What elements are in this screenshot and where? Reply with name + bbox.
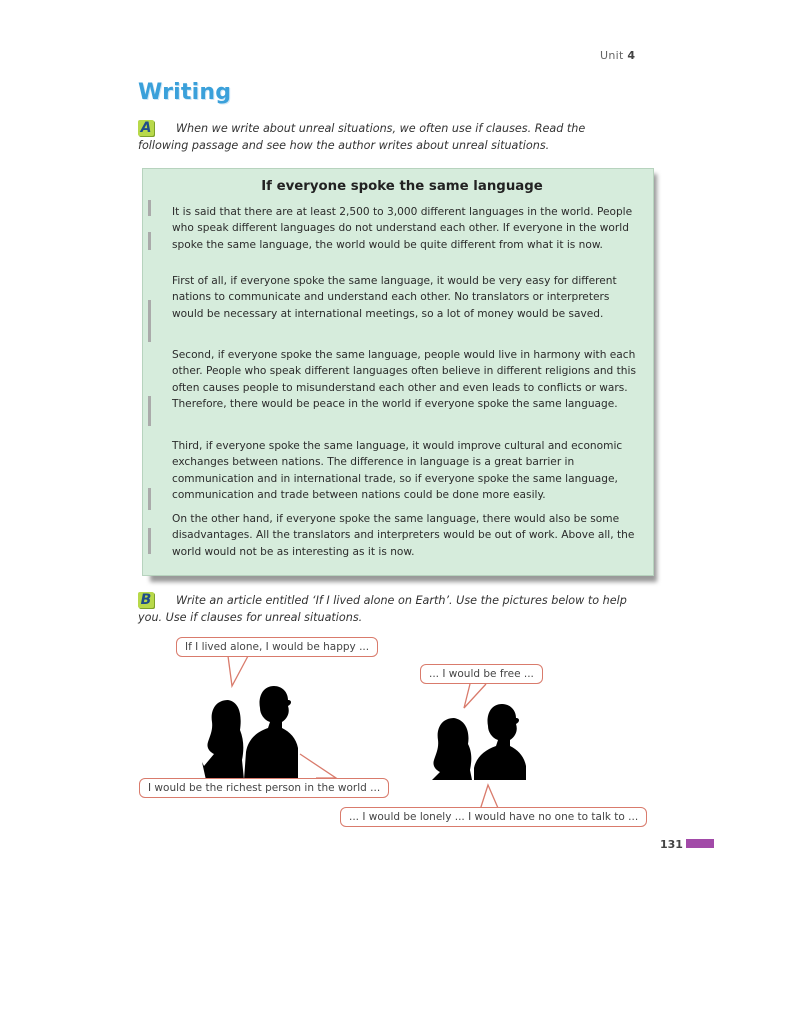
page-number: 131 [660,838,683,851]
panel-tear-mark [148,528,151,554]
unit-label [600,49,635,62]
part-b-instruction-text: Write an article entitled ‘If I lived alone on Earth’. Use the pictures below to help you. Use if clauses for unreal situations. [138,594,627,624]
passage-paragraph: Third, if everyone spoke the same language, it would improve cultural and economic exchanges between nations. The difference in language is a great barrier in communication and in international trade, so if everyone spoke the same language, communication and trade between nations could be done more easily. [172,440,623,502]
page-accent-bar [686,839,714,848]
passage-paragraph: First of all, if everyone spoke the same language, it would be very easy for different nations to communicate and understand each other. No translators or interpreters would be necessary at international meetings, so a lot of money would be saved. [172,275,617,320]
couple-silhouette-icon [202,686,298,780]
speech-bubble-richest: I would be the richest person in the world ... [139,778,389,798]
passage-paragraph: Second, if everyone spoke the same language, people would live in harmony with each other. People who speak different languages often believe in different religions and this often causes people to misunderstand each other and even leads to conflicts or wars. Therefore, there would be peace in the world if everyone spoke the same language. [172,349,636,411]
speech-bubble-happy: If I lived alone, I would be happy ... [176,637,378,657]
unit-number: 4 [627,49,636,62]
panel-tear-mark [148,396,151,426]
panel-tear-mark [148,300,151,342]
part-a-badge: A [138,120,154,136]
passage-paragraph: It is said that there are at least 2,500 to 3,000 different languages in the world. People who speak different languages do not understand each other. If everyone in the world spoke the same language, the world would be quite different from what it is now. [172,206,633,251]
couple-silhouette-icon [430,704,526,780]
part-b-badge: B [138,592,154,608]
panel-tear-mark [148,232,151,250]
unit-text: Unit [600,49,624,62]
speech-bubble-free: ... I would be free ... [420,664,543,684]
passage-title: If everyone spoke the same language [261,179,543,194]
section-title: Writing [138,80,232,105]
panel-tear-mark [148,200,151,216]
speech-bubble-lonely: ... I would be lonely ... I would have no one to talk to ... [340,807,647,827]
part-a-instruction [138,120,638,154]
panel-tear-mark [148,488,151,510]
passage-paragraph: On the other hand, if everyone spoke the same language, there would also be some disadvantages. All the translators and interpreters would be out of work. Above all, the world would not be as interesting as it is now. [172,513,635,558]
part-a-instruction-text: When we write about unreal situations, we often use if clauses. Read the following passage and see how the author writes about unreal situations. [138,122,586,152]
